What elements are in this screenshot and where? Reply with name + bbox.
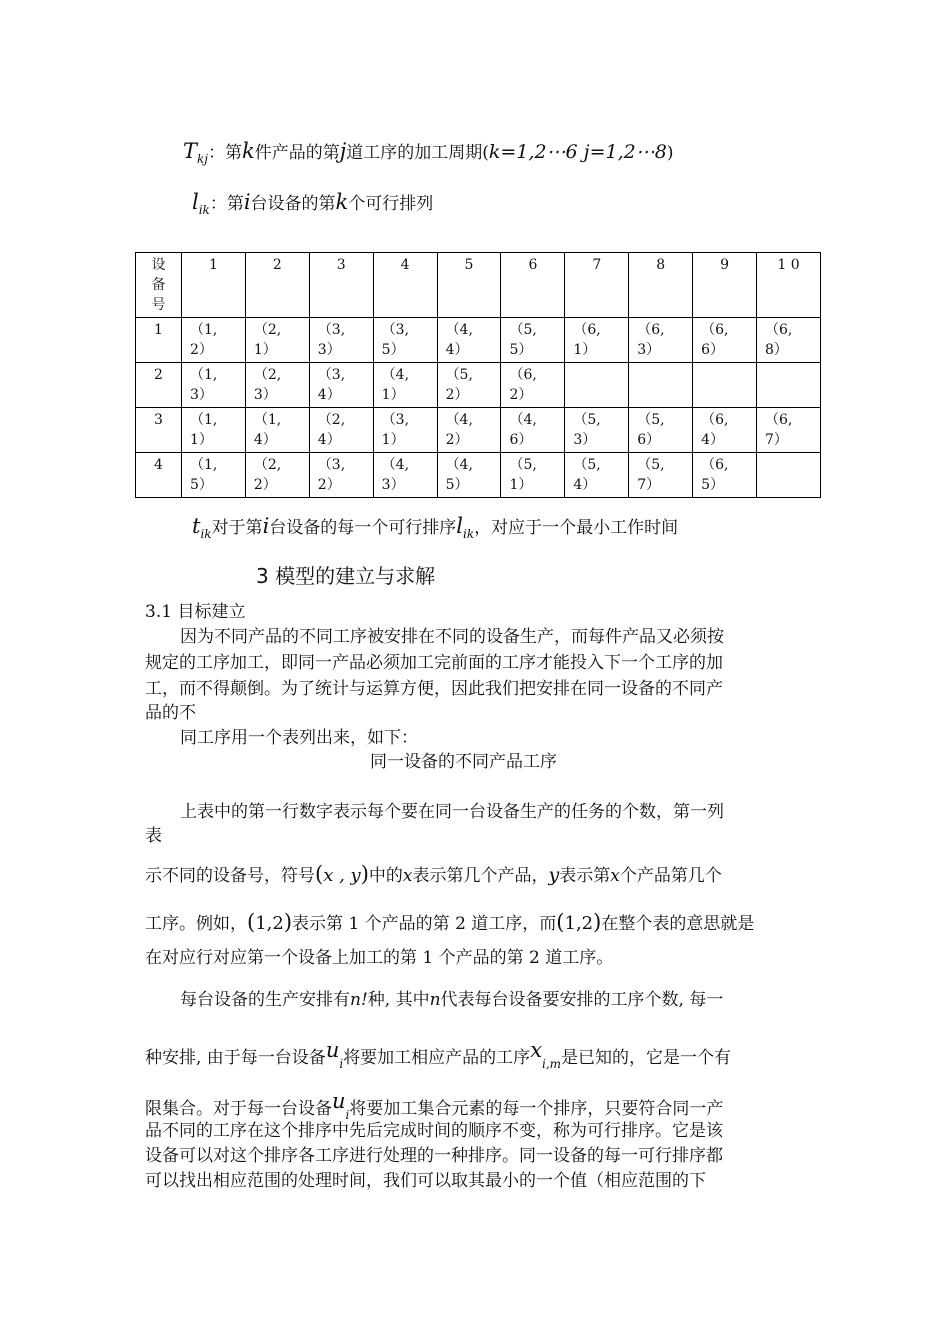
- header-label-char: 备: [151, 277, 166, 293]
- para2-text: 在整个表的意思就是: [601, 914, 755, 934]
- t-def-j: j: [339, 139, 347, 163]
- cell-line: （4,: [445, 322, 473, 338]
- header-device-cell: [136, 253, 182, 318]
- t-ik-subscript: ik: [200, 527, 212, 541]
- cell-line: （5,: [637, 412, 665, 428]
- cell-line: 5）: [509, 342, 533, 358]
- cell-line: （4,: [381, 457, 410, 473]
- para3-text: 种, 其中: [367, 990, 430, 1010]
- para3-text: 每台设备的生产安排有: [180, 990, 350, 1010]
- table-cell: [245, 408, 309, 453]
- cell-line: （1,: [190, 322, 218, 338]
- t-ik-text-a: 对于第: [211, 518, 263, 538]
- pair-symbol: 1,2: [564, 913, 594, 934]
- para2-text: 表示第 1 个产品的第 2 道工序，而: [292, 914, 557, 934]
- x-subscript: i,m: [542, 1057, 562, 1071]
- n-symbol: n: [429, 990, 441, 1010]
- header-label-char: 设: [151, 257, 166, 273]
- para1-line: 同工序用一个表列出来，如下：: [180, 728, 418, 748]
- column-header: 2: [245, 253, 309, 318]
- table-cell: [309, 318, 373, 363]
- table-cell: [693, 363, 757, 408]
- bracket-right: ): [360, 862, 369, 886]
- cell-line: 4）: [701, 432, 725, 448]
- u-symbol: u: [332, 1089, 346, 1113]
- cell-line: 2）: [509, 387, 533, 403]
- table-cell: [757, 408, 821, 453]
- cell-line: （4,: [445, 457, 473, 473]
- cell-line: （3,: [317, 367, 346, 383]
- table-cell: [245, 318, 309, 363]
- table-header-row: [136, 253, 821, 318]
- cell-line: （2,: [253, 457, 282, 473]
- cell-line: 2）: [445, 432, 469, 448]
- para2-line-symbols: [145, 862, 722, 888]
- cell-line: （6,: [573, 322, 601, 338]
- t-def-line: [183, 139, 673, 171]
- para3-line: [145, 1038, 731, 1076]
- table-cell: [757, 363, 821, 408]
- para3-text: 是已知的，它是一个有: [561, 1048, 732, 1068]
- x-symbol: x: [402, 866, 413, 886]
- cell-line: 3）: [317, 342, 341, 358]
- table-cell: [245, 363, 309, 408]
- cell-line: （4,: [509, 412, 537, 428]
- cell-line: （1,: [253, 412, 282, 428]
- cell-line: （5,: [509, 322, 537, 338]
- cell-line: （6,: [701, 412, 729, 428]
- cell-line: 3）: [637, 342, 661, 358]
- para2-text: 工序。例如，: [145, 914, 247, 934]
- u-subscript: i: [339, 1057, 344, 1071]
- cell-line: 4）: [445, 342, 469, 358]
- cell-line: （3,: [381, 412, 410, 428]
- para2-text: 中的: [368, 866, 403, 886]
- cell-line: 5）: [701, 477, 725, 493]
- table-cell: [245, 453, 309, 498]
- pair-symbol: 1,2: [255, 913, 284, 934]
- t-ik-text-b: 台设备的每一个可行排序: [269, 518, 457, 538]
- t-symbol: T: [183, 139, 198, 163]
- para3-text: 代表每台设备要安排的工序个数, 每一: [440, 990, 724, 1010]
- cell-line: （4,: [381, 367, 410, 383]
- cell-line: （2,: [253, 322, 282, 338]
- cell-line: 5）: [190, 477, 213, 493]
- cell-line: （1,: [190, 457, 218, 473]
- para2-text: 表示第几个产品，: [412, 866, 549, 886]
- cell-line: 4）: [317, 387, 341, 403]
- para3-text: 限集合。对于每一台设备: [145, 1099, 332, 1119]
- cell-line: （5,: [573, 412, 601, 428]
- l-def-i: i: [243, 190, 251, 214]
- para2-text: 表示第: [559, 866, 611, 886]
- cell-line: 7）: [637, 477, 661, 493]
- l-def-k: k: [335, 190, 349, 214]
- cell-line: （6,: [765, 322, 793, 338]
- cell-line: （6,: [509, 367, 537, 383]
- t-def-text-b: 件产品的第: [254, 143, 340, 163]
- device-number-cell: 4: [136, 453, 182, 498]
- cell-line: 3）: [190, 387, 213, 403]
- t-def-range: k=1,2⋯6 j=1,2⋯8: [488, 141, 667, 163]
- l-def-text-c: 个可行排列: [348, 194, 434, 214]
- para2-line-example: [145, 910, 754, 936]
- table-cell: [565, 408, 629, 453]
- para1-line: 因为不同产品的不同工序被安排在不同的设备生产，而每件产品又必须按: [180, 627, 724, 647]
- table-caption: 同一设备的不同产品工序: [370, 752, 557, 772]
- cell-line: （5,: [509, 457, 537, 473]
- cell-line: （3,: [317, 322, 346, 338]
- cell-line: 4）: [317, 432, 341, 448]
- para3-text: 将要加工相应产品的工序: [343, 1048, 531, 1068]
- subsection-title: 3.1 目标建立: [145, 602, 246, 622]
- para3-line: 可以找出相应范围的处理时间，我们可以取其最小的一个值（相应范围的下: [145, 1171, 706, 1191]
- bracket-left: (: [247, 910, 256, 934]
- cell-line: （3,: [381, 322, 410, 338]
- cell-line: （6,: [637, 322, 665, 338]
- table-row: [136, 408, 821, 453]
- cell-line: 5）: [445, 477, 469, 493]
- t-ik-line: [192, 514, 678, 546]
- cell-line: （5,: [573, 457, 601, 473]
- table-cell: [309, 408, 373, 453]
- table-cell: [309, 363, 373, 408]
- bracket-right: ): [283, 910, 293, 934]
- table-cell: [693, 318, 757, 363]
- table-cell: [693, 453, 757, 498]
- cell-line: 1）: [190, 432, 213, 448]
- u-symbol: u: [325, 1038, 340, 1062]
- table-cell: [373, 363, 437, 408]
- bracket-left: (: [315, 862, 324, 886]
- table-cell: [373, 318, 437, 363]
- table-row: [136, 318, 821, 363]
- table-cell: [629, 363, 693, 408]
- cell-line: （3,: [317, 457, 346, 473]
- t-ik-l: l: [456, 514, 463, 538]
- cell-line: 6）: [701, 342, 725, 358]
- cell-line: （1,: [190, 412, 218, 428]
- cell-line: （6,: [701, 322, 729, 338]
- t-subscript: kj: [197, 152, 209, 166]
- device-number-cell: 1: [136, 318, 182, 363]
- l-def-line: [192, 190, 433, 222]
- para3-line: [180, 988, 723, 1012]
- para2-line: 在对应行对应第一个设备上加工的第 1 个产品的第 2 道工序。: [145, 948, 614, 968]
- column-header: 8: [629, 253, 693, 318]
- column-header: 9: [693, 253, 757, 318]
- t-ik-symbol: t: [192, 514, 201, 538]
- x-symbol: x: [610, 866, 620, 886]
- para1-line: 品的不: [145, 703, 196, 723]
- para2-text: 个产品第几个: [619, 866, 722, 886]
- cell-line: （2,: [253, 367, 282, 383]
- table-row: [136, 453, 821, 498]
- cell-line: 2）: [190, 342, 213, 358]
- table-cell: [373, 408, 437, 453]
- cell-line: 7）: [765, 432, 788, 448]
- cell-line: （5,: [637, 457, 665, 473]
- t-def-close: ): [666, 143, 674, 163]
- cell-line: 3）: [381, 477, 405, 493]
- cell-line: （4,: [445, 412, 473, 428]
- l-def-text-b: 台设备的第: [250, 194, 336, 214]
- cell-line: 4）: [253, 432, 277, 448]
- table-cell: [501, 453, 565, 498]
- column-header: 1 0: [757, 253, 821, 318]
- cell-line: 2）: [317, 477, 341, 493]
- cell-line: 6）: [637, 432, 661, 448]
- cell-line: 4）: [573, 477, 597, 493]
- y-symbol: y: [548, 864, 560, 886]
- cell-line: 5）: [381, 342, 405, 358]
- cell-line: 1）: [381, 387, 405, 403]
- table-cell: [437, 363, 501, 408]
- cell-line: （6,: [765, 412, 793, 428]
- cell-line: 1）: [509, 477, 533, 493]
- table-body: [136, 318, 821, 498]
- cell-line: 1）: [381, 432, 405, 448]
- table-cell: [373, 453, 437, 498]
- cell-line: （1,: [190, 367, 218, 383]
- column-header: 1: [182, 253, 246, 318]
- table-cell: [629, 408, 693, 453]
- cell-line: （6,: [701, 457, 729, 473]
- column-header: 6: [501, 253, 565, 318]
- l-symbol: l: [192, 190, 199, 214]
- table-cell: [182, 408, 246, 453]
- table-cell: [437, 318, 501, 363]
- para1-line: 工，而不得颠倒。为了统计与运算方便，因此我们把安排在同一设备的不同产: [145, 679, 723, 699]
- table-cell: [309, 453, 373, 498]
- table-cell: [757, 318, 821, 363]
- para3-line: 设备可以对这个排序各工序进行处理的一种排序。同一设备的每一可行排序都: [145, 1146, 723, 1166]
- t-def-text-a: ：第: [208, 143, 243, 163]
- t-ik-text-c: ，对应于一个最小工作时间: [474, 518, 679, 538]
- column-header: 7: [565, 253, 629, 318]
- para3-text: 将要加工集合元素的每一个排序，只要符合同一产: [349, 1099, 724, 1119]
- t-def-text-c: 道工序的加工周期(: [346, 143, 489, 163]
- column-header: 3: [309, 253, 373, 318]
- table-cell: [437, 453, 501, 498]
- cell-line: 1）: [253, 342, 277, 358]
- cell-line: 2）: [445, 387, 469, 403]
- table-cell: [693, 408, 757, 453]
- table-cell: [565, 363, 629, 408]
- cell-line: （2,: [317, 412, 346, 428]
- process-table: [135, 252, 821, 498]
- cell-line: 8）: [765, 342, 788, 358]
- table-cell: [565, 453, 629, 498]
- cell-line: 1）: [573, 342, 597, 358]
- t-ik-i: i: [262, 514, 270, 538]
- table-cell: [757, 453, 821, 498]
- column-header: 4: [373, 253, 437, 318]
- para2-line: 表: [145, 826, 162, 846]
- table-cell: [501, 318, 565, 363]
- device-number-cell: 3: [136, 408, 182, 453]
- table-cell: [501, 363, 565, 408]
- table-cell: [565, 318, 629, 363]
- l-subscript: ik: [198, 203, 210, 217]
- table-cell: [629, 318, 693, 363]
- cell-line: 6）: [509, 432, 533, 448]
- para3-text: 种安排, 由于每一台设备: [145, 1048, 326, 1068]
- cell-line: 2）: [253, 477, 277, 493]
- bracket-right: ): [593, 910, 602, 934]
- table-cell: [182, 453, 246, 498]
- device-number-cell: 2: [136, 363, 182, 408]
- u-subscript: i: [345, 1108, 350, 1122]
- t-def-k: k: [242, 139, 255, 163]
- l-def-text-a: ：第: [209, 194, 244, 214]
- t-ik-l-subscript: ik: [463, 527, 475, 541]
- table-cell: [182, 318, 246, 363]
- x-symbol: x: [530, 1038, 543, 1062]
- n-factorial-symbol: n!: [350, 990, 368, 1010]
- table-row: [136, 363, 821, 408]
- section-title: 3 模型的建立与求解: [256, 564, 436, 588]
- xy-symbol: x , y: [323, 865, 361, 886]
- header-label-char: 号: [151, 297, 166, 313]
- column-header: 5: [437, 253, 501, 318]
- para2-text: 示不同的设备号，符号: [145, 866, 315, 886]
- cell-line: 3）: [253, 387, 277, 403]
- table-cell: [182, 363, 246, 408]
- cell-line: 3）: [573, 432, 597, 448]
- table-cell: [501, 408, 565, 453]
- para1-line: 规定的工序加工，即同一产品必须加工完前面的工序才能投入下一个工序的加: [145, 653, 723, 673]
- table-cell: [437, 408, 501, 453]
- bracket-left: (: [556, 910, 565, 934]
- para2-line: 上表中的第一行数字表示每个要在同一台设备生产的任务的个数，第一列: [180, 802, 724, 822]
- table-cell: [629, 453, 693, 498]
- para3-line: 品不同的工序在这个排序中先后完成时间的顺序不变，称为可行排序。它是该: [145, 1121, 723, 1141]
- cell-line: （5,: [445, 367, 473, 383]
